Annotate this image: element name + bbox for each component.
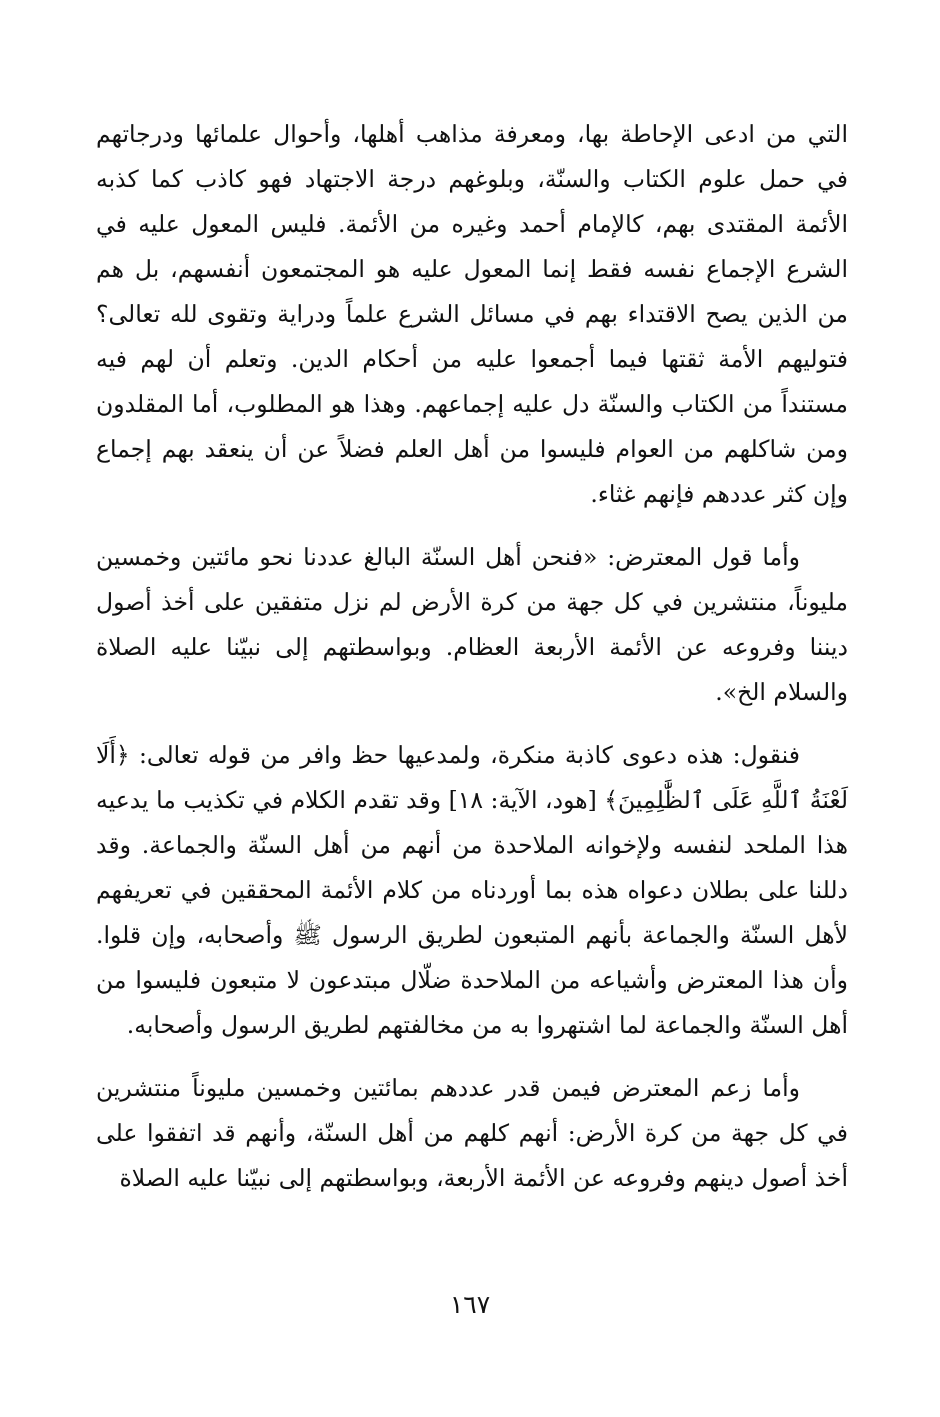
paragraph-gap [96,1048,848,1066]
paragraph-gap [96,715,848,733]
page-body [96,112,848,1201]
page-number: ١٦٧ [449,1290,491,1319]
paragraph-gap [96,517,848,535]
paragraph-4: وأما زعم المعترض فيمن قدر عددهم بمائتين وخمسين مليوناً منتشرين في كل جهة من كرة الأرض: أنهم كلهم من أهل السنّة، وأنهم قد اتفقوا على أخذ أصول دينهم وفروعه عن الأئمة الأربعة، وبواسطتهم إلى نبيّنا عليه الصلاة [96,1074,848,1192]
paragraph-3: فنقول: هذه دعوى كاذبة منكرة، ولمدعيها حظ وافر من قوله تعالى: ﴿أَلَا لَعْنَةُ ٱللَّهِ عَلَى ٱلظَّٰلِمِينَ﴾ [هود، الآية: ١٨] وقد تقدم الكلام في تكذيب ما يدعيه هذا الملحد لنفسه ولإخوانه الملاحدة من أنهم من أهل السنّة والجماعة. وقد دللنا على بطلان دعواه هذه بما أوردناه من كلام الأئمة المحققين في تعريفهم لأهل السنّة والجماعة بأنهم المتبعون لطريق الرسول ﷺ وأصحابه، وإن قلوا. وأن هذا المعترض وأشياعه من الملاحدة ضلّال مبتدعون لا متبعون فليسوا من أهل السنّة والجماعة لما اشتهروا به من مخالفتهم لطريق الرسول وأصحابه. [96,741,848,1039]
paragraph-2: وأما قول المعترض: «فنحن أهل السنّة البالغ عددنا نحو مائتين وخمسين مليوناً، منتشرين في كل جهة من كرة الأرض لم نزل متفقين على أخذ أصول ديننا وفروعه عن الأئمة الأربعة العظام. وبواسطتهم إلى نبيّنا عليه الصلاة والسلام الخ». [96,543,848,706]
paragraph-1: التي من ادعى الإحاطة بها، ومعرفة مذاهب أهلها، وأحوال علمائها ودرجاتهم في حمل علوم الكتاب والسنّة، وبلوغهم درجة الاجتهاد فهو كاذب كما كذبه الأئمة المقتدى بهم، كالإمام أحمد وغيره من الأئمة. فليس المعول عليه في الشرع الإجماع نفسه فقط إنما المعول عليه هو المجتمعون أنفسهم، بل هم من الذين يصح الاقتداء بهم في مسائل الشرع علماً ودراية وتقوى لله تعالى؟ فتوليهم الأمة ثقتها فيما أجمعوا عليه من أحكام الدين. وتعلم أن لهم فيه مستنداً من الكتاب والسنّة دل عليه إجماعهم. وهذا هو المطلوب، أما المقلدون ومن شاكلهم من العوام فليسوا من أهل العلم فضلاً عن أن ينعقد بهم إجماع وإن كثر عددهم فإنهم غثاء. [96,120,848,508]
